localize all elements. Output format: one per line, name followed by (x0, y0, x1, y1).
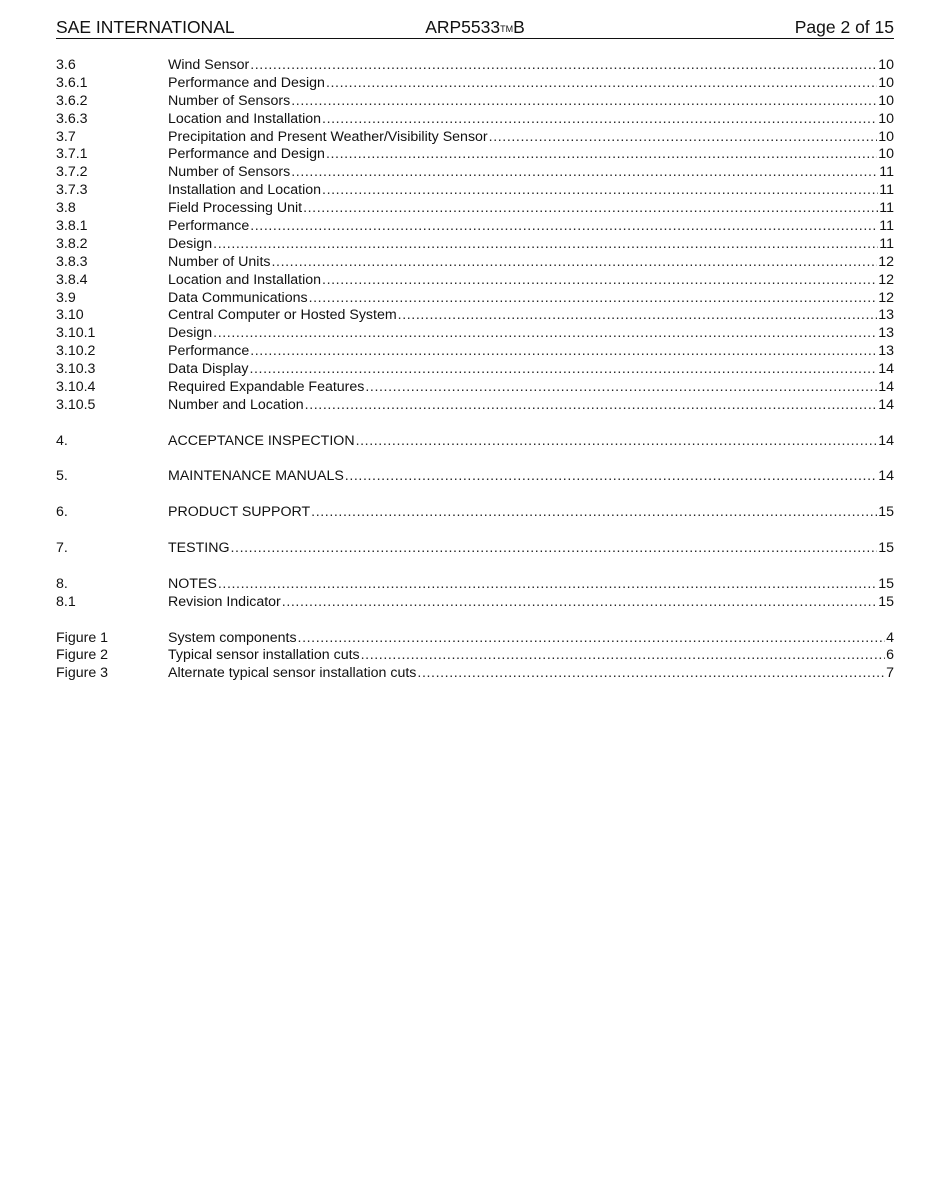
toc-page-number: 10 (878, 128, 894, 145)
toc-page-number: 15 (878, 504, 894, 521)
toc-section-number: 8.1 (56, 593, 76, 610)
toc-section-title: Number of Sensors (168, 92, 291, 109)
toc-entry (168, 218, 894, 236)
toc-section-number: 3.7.3 (56, 182, 88, 199)
toc-page-number: 11 (879, 218, 894, 235)
toc-dot-leader (230, 540, 877, 558)
toc-row[interactable] (56, 111, 894, 129)
toc-page-number: 12 (878, 271, 894, 288)
toc-entry (168, 272, 894, 290)
toc-dot-leader (322, 272, 877, 290)
toc-page-number: 11 (879, 182, 894, 199)
toc-section-title: Performance and Design (168, 74, 325, 91)
toc-section-number: 3.8.4 (56, 271, 88, 288)
toc-section-number: 3.10.1 (56, 325, 96, 342)
toc-dot-leader (213, 236, 878, 254)
toc-row[interactable] (56, 218, 894, 236)
toc-entry (168, 93, 894, 111)
toc-entry (168, 504, 894, 522)
toc-dot-leader (356, 433, 878, 451)
toc-dot-leader (282, 594, 877, 612)
toc-entry (168, 111, 894, 129)
toc-row[interactable] (56, 433, 894, 451)
toc-section-number: 3.9 (56, 289, 76, 306)
toc-row[interactable] (56, 93, 894, 111)
toc-entry (168, 647, 894, 665)
toc-page-number: 11 (879, 164, 894, 181)
toc-row[interactable] (56, 647, 894, 665)
toc-dot-leader (303, 200, 878, 218)
toc-entry (168, 254, 894, 272)
toc-section-number: 5. (56, 468, 68, 485)
toc-section-number: 4. (56, 432, 68, 449)
toc-section-title: MAINTENANCE MANUALS (168, 468, 344, 485)
toc-dot-leader (272, 254, 878, 272)
toc-dot-leader (291, 164, 878, 182)
toc-page-number: 4 (886, 629, 894, 646)
toc-section-number: 3.7.1 (56, 146, 88, 163)
toc-section-title: ACCEPTANCE INSPECTION (168, 432, 355, 449)
toc-row[interactable] (56, 146, 894, 164)
toc-row[interactable] (56, 290, 894, 308)
toc-section-title: Installation and Location (168, 182, 322, 199)
toc-section-title: Number of Sensors (168, 164, 291, 181)
toc-row[interactable] (56, 504, 894, 522)
toc-entry (168, 540, 894, 558)
toc-dot-leader (305, 397, 878, 415)
toc-section-number: 3.8.1 (56, 218, 88, 235)
toc-entry (168, 307, 894, 325)
toc-entry (168, 146, 894, 164)
toc-entry (168, 182, 894, 200)
toc-section-title: Data Display (168, 361, 249, 378)
toc-page-number: 11 (879, 235, 894, 252)
toc-dot-leader (298, 630, 886, 648)
toc-page-number: 12 (878, 253, 894, 270)
toc-page-number: 12 (878, 289, 894, 306)
toc-section-number: 6. (56, 504, 68, 521)
toc-page-number: 15 (878, 593, 894, 610)
toc-row[interactable] (56, 594, 894, 612)
toc-section-number: 8. (56, 575, 68, 592)
toc-section-number: 3.10.2 (56, 343, 96, 360)
toc-row[interactable] (56, 182, 894, 200)
toc-section-number: 3.6.2 (56, 92, 88, 109)
toc-row[interactable] (56, 540, 894, 558)
toc-row[interactable] (56, 129, 894, 147)
toc-entry (168, 630, 894, 648)
toc-section-number: Figure 1 (56, 629, 109, 646)
toc-entry (168, 290, 894, 308)
toc-entry (168, 164, 894, 182)
toc-row[interactable] (56, 630, 894, 648)
document-id-suffix: B (513, 17, 525, 37)
toc-section-title: System components (168, 629, 297, 646)
toc-dot-leader (250, 57, 877, 75)
toc-entry (168, 129, 894, 147)
toc-dot-leader (322, 182, 878, 200)
toc-section-title: TESTING (168, 540, 230, 557)
toc-section-title: Typical sensor installation cuts (168, 647, 360, 664)
toc-dot-leader (322, 111, 877, 129)
page-header (56, 16, 894, 39)
toc-page-number: 14 (878, 432, 894, 449)
toc-section-number: Figure 3 (56, 665, 109, 682)
toc-dot-leader (398, 307, 878, 325)
toc-row[interactable] (56, 468, 894, 486)
toc-section-number: 3.8.2 (56, 235, 88, 252)
toc-section-title: Location and Installation (168, 271, 322, 288)
document-id-main: ARP5533 (425, 17, 501, 37)
toc-dot-leader (250, 218, 878, 236)
toc-row[interactable] (56, 361, 894, 379)
toc-dot-leader (311, 504, 877, 522)
toc-row[interactable] (56, 57, 894, 75)
toc-section-title: PRODUCT SUPPORT (168, 504, 311, 521)
toc-section-number: 3.8 (56, 200, 76, 217)
toc-section-title: Performance (168, 218, 250, 235)
toc-dot-leader (365, 379, 877, 397)
toc-section-number: 3.6 (56, 57, 76, 73)
toc-section-number: 3.6.1 (56, 74, 88, 91)
toc-section-number: Figure 2 (56, 647, 109, 664)
toc-page-number: 15 (878, 575, 894, 592)
toc-page-number: 6 (886, 647, 894, 664)
toc-section-number: 3.10.5 (56, 396, 96, 413)
toc-section-number: 7. (56, 540, 68, 557)
toc-section-title: Precipitation and Present Weather/Visibility Sensor (168, 128, 488, 145)
toc-dot-leader (326, 146, 877, 164)
toc-entry (168, 57, 894, 75)
toc-section-title: Data Communications (168, 289, 308, 306)
trademark-mark: TM (500, 24, 514, 34)
toc-entry (168, 75, 894, 93)
toc-section-number: 3.7 (56, 128, 76, 145)
toc-page-number: 13 (878, 343, 894, 360)
toc-dot-leader (345, 468, 877, 486)
toc-dot-leader (218, 576, 877, 594)
toc-section-number: 3.10.4 (56, 379, 96, 396)
toc-page-number: 10 (878, 57, 894, 73)
toc-page-number: 14 (878, 379, 894, 396)
toc-dot-leader (361, 647, 885, 665)
toc-row[interactable] (56, 236, 894, 254)
toc-page-number: 15 (878, 540, 894, 557)
toc-dot-leader (250, 343, 877, 361)
table-of-contents (56, 57, 894, 683)
toc-dot-leader (489, 129, 878, 147)
toc-page-number: 11 (879, 200, 894, 217)
toc-section-title: NOTES (168, 575, 217, 592)
toc-row[interactable] (56, 665, 894, 683)
toc-dot-leader (291, 93, 877, 111)
toc-page-number: 14 (878, 361, 894, 378)
toc-entry (168, 468, 894, 486)
toc-section-number: 3.7.2 (56, 164, 88, 181)
toc-section-title: Performance (168, 343, 250, 360)
toc-dot-leader (213, 325, 877, 343)
toc-dot-leader (249, 361, 877, 379)
toc-section-title: Design (168, 235, 213, 252)
toc-row[interactable] (56, 307, 894, 325)
toc-row[interactable] (56, 343, 894, 361)
toc-row[interactable] (56, 272, 894, 290)
toc-entry (168, 665, 894, 683)
toc-page-number: 10 (878, 74, 894, 91)
toc-row[interactable] (56, 164, 894, 182)
toc-entry (168, 576, 894, 594)
toc-dot-leader (309, 290, 878, 308)
toc-section-title: Central Computer or Hosted System (168, 307, 397, 324)
toc-section-title: Performance and Design (168, 146, 325, 163)
toc-entry (168, 200, 894, 218)
org-name: SAE INTERNATIONAL (56, 17, 235, 37)
toc-dot-leader (326, 75, 877, 93)
toc-row[interactable] (56, 576, 894, 594)
toc-section-title: Location and Installation (168, 110, 322, 127)
toc-row[interactable] (56, 75, 894, 93)
toc-entry (168, 379, 894, 397)
toc-dot-leader (417, 665, 885, 683)
toc-page-number: 14 (878, 468, 894, 485)
toc-section-title: Number of Units (168, 253, 271, 270)
toc-entry (168, 361, 894, 379)
toc-page-number: 14 (878, 396, 894, 413)
toc-section-number: 3.6.3 (56, 110, 88, 127)
toc-page-number: 7 (886, 665, 894, 682)
toc-section-title: Field Processing Unit (168, 200, 303, 217)
toc-page-number: 10 (878, 146, 894, 163)
toc-row[interactable] (56, 397, 894, 415)
toc-row[interactable] (56, 254, 894, 272)
toc-section-title: Alternate typical sensor installation cuts (168, 665, 417, 682)
toc-section-number: 3.10.3 (56, 361, 96, 378)
toc-entry (168, 594, 894, 612)
toc-entry (168, 397, 894, 415)
toc-section-title: Revision Indicator (168, 593, 281, 610)
toc-entry (168, 343, 894, 361)
toc-page-number: 10 (878, 92, 894, 109)
toc-row[interactable] (56, 200, 894, 218)
toc-page-number: 13 (878, 307, 894, 324)
toc-section-title: Number and Location (168, 396, 304, 413)
toc-section-title: Required Expandable Features (168, 379, 365, 396)
toc-entry (168, 325, 894, 343)
toc-section-number: 3.8.3 (56, 253, 88, 270)
page-number: Page 2 of 15 (794, 17, 894, 37)
toc-page-number: 13 (878, 325, 894, 342)
toc-entry (168, 433, 894, 451)
toc-entry (168, 236, 894, 254)
toc-section-title: Wind Sensor (168, 57, 250, 73)
toc-section-title: Design (168, 325, 213, 342)
toc-row[interactable] (56, 325, 894, 343)
toc-section-number: 3.10 (56, 307, 84, 324)
toc-page-number: 10 (878, 110, 894, 127)
toc-row[interactable] (56, 379, 894, 397)
